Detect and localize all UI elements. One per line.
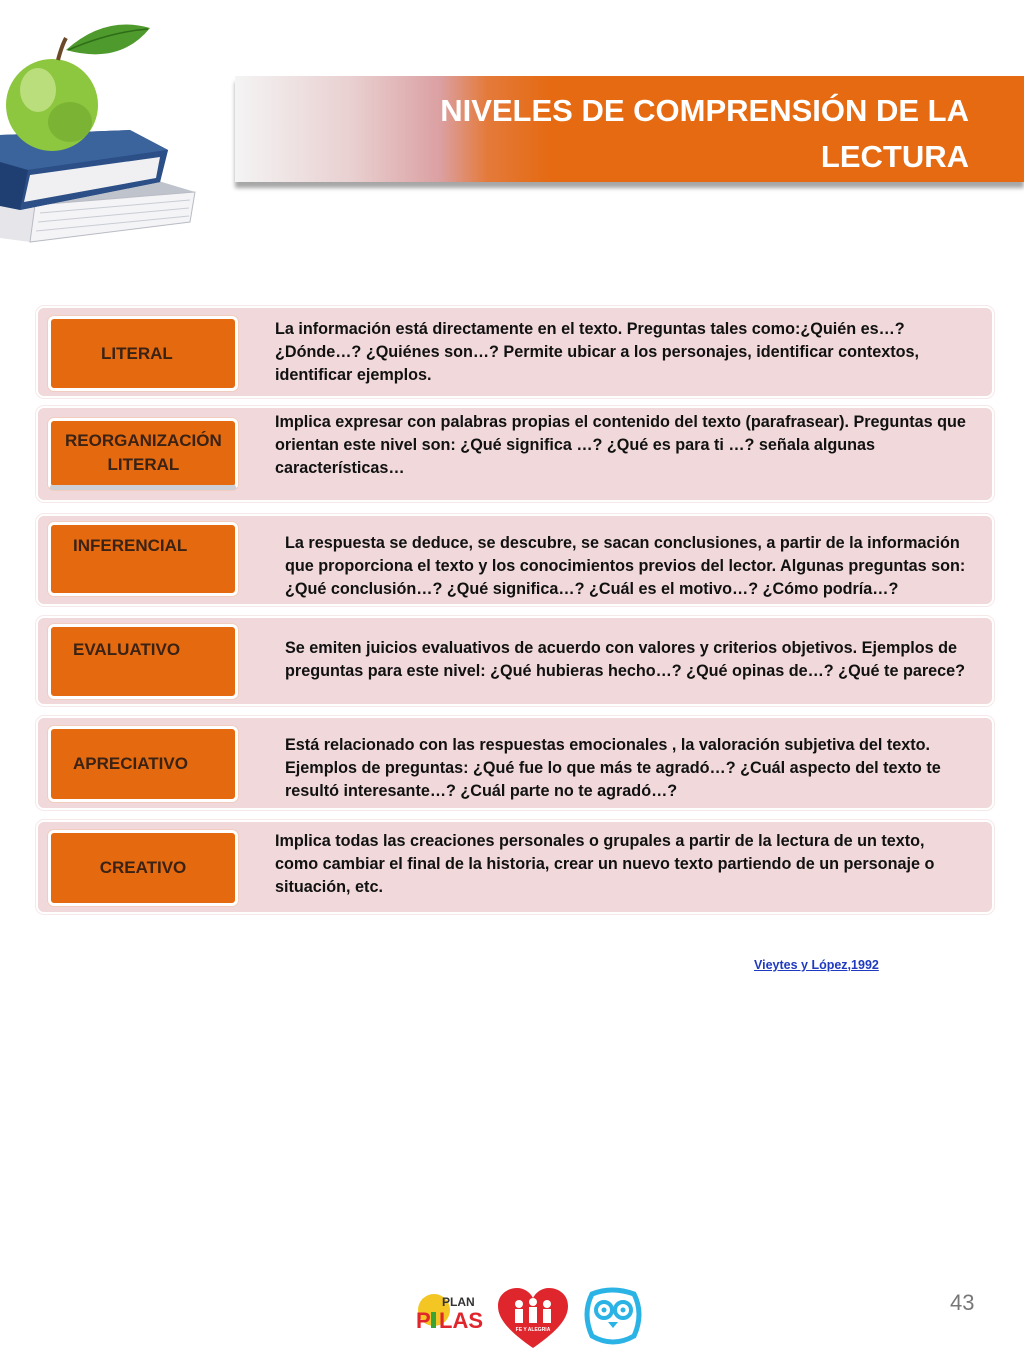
level-label-apreciativo: APRECIATIVO [48,726,238,802]
footer-logos [412,1284,652,1350]
page-title: NIVELES DE COMPRENSIÓN DE LA LECTURA [440,93,969,174]
svg-text:LAS: LAS [439,1308,483,1333]
level-row-literal [36,306,994,398]
level-row-reorganizacion [36,406,994,502]
level-description-literal: La información está directamente en el texto. Preguntas tales como:¿Quién es…? ¿Dónde…? ¿Quiénes son…? Permite ubicar a los personajes, identificar contextos, identificar ejemplos. [275,320,920,384]
level-label-literal: LITERAL [48,316,238,391]
fe-y-alegria-logo [498,1288,568,1348]
owl-logo [587,1290,639,1342]
svg-text:P: P [416,1308,431,1333]
level-label-reorganizacion-literal: REORGANIZACIÓN LITERAL [48,418,238,490]
level-label-inferencial: INFERENCIAL [48,522,238,596]
title-banner [235,76,1024,182]
level-description-apreciativo: Está relacionado con las respuestas emocionales , la valoración subjetiva del texto. Ejemplos de preguntas: ¿Qué fue lo que más te agradó…? ¿Cuál aspecto del texto te resultó interesante…? ¿Cuál parte no te agradó…? [285,736,941,800]
apple-books-illustration [0,10,200,245]
level-label-evaluativo: EVALUATIVO [48,624,238,699]
level-description-reorganizacion: Implica expresar con palabras propias el contenido del texto (parafrasear). Preguntas que orientan este nivel son: ¿Qué significa …? ¿Qué es para ti …? señala algunas características… [275,413,966,477]
level-row-apreciativo [36,716,994,810]
svg-text:FE Y ALEGRIA: FE Y ALEGRIA [515,1327,551,1333]
level-row-inferencial [36,514,994,606]
level-description-evaluativo: Se emiten juicios evaluativos de acuerdo con valores y criterios objetivos. Ejemplos de preguntas para este nivel: ¿Qué hubieras hecho…? ¿Qué opinas de…? ¿Qué te parece? [285,639,966,680]
level-row-creativo [36,820,994,914]
citation-link[interactable]: Vieytes y López,1992 [754,958,879,972]
page-number: 43 [950,1290,975,1315]
level-description-creativo: Implica todas las creaciones personales o grupales a partir de la lectura de un texto, como cambiar el final de la historia, crear un nuevo texto partiendo de un personaje o situación, etc. [275,832,935,896]
level-label-creativo: CREATIVO [48,830,238,906]
plan-pilas-logo [416,1294,483,1333]
level-description-inferencial: La respuesta se deduce, se descubre, se sacan conclusiones, a partir de la información que proporciona el texto y los conocimientos previos del lector. Algunas preguntas son: ¿Qué conclusión…? ¿Qué significa…? ¿Cuál es el motivo…? ¿Cómo podría…? [285,534,966,598]
svg-text:PLAN: PLAN [442,1295,475,1309]
comprehension-levels-table [36,306,996,914]
level-row-evaluativo [36,616,994,706]
